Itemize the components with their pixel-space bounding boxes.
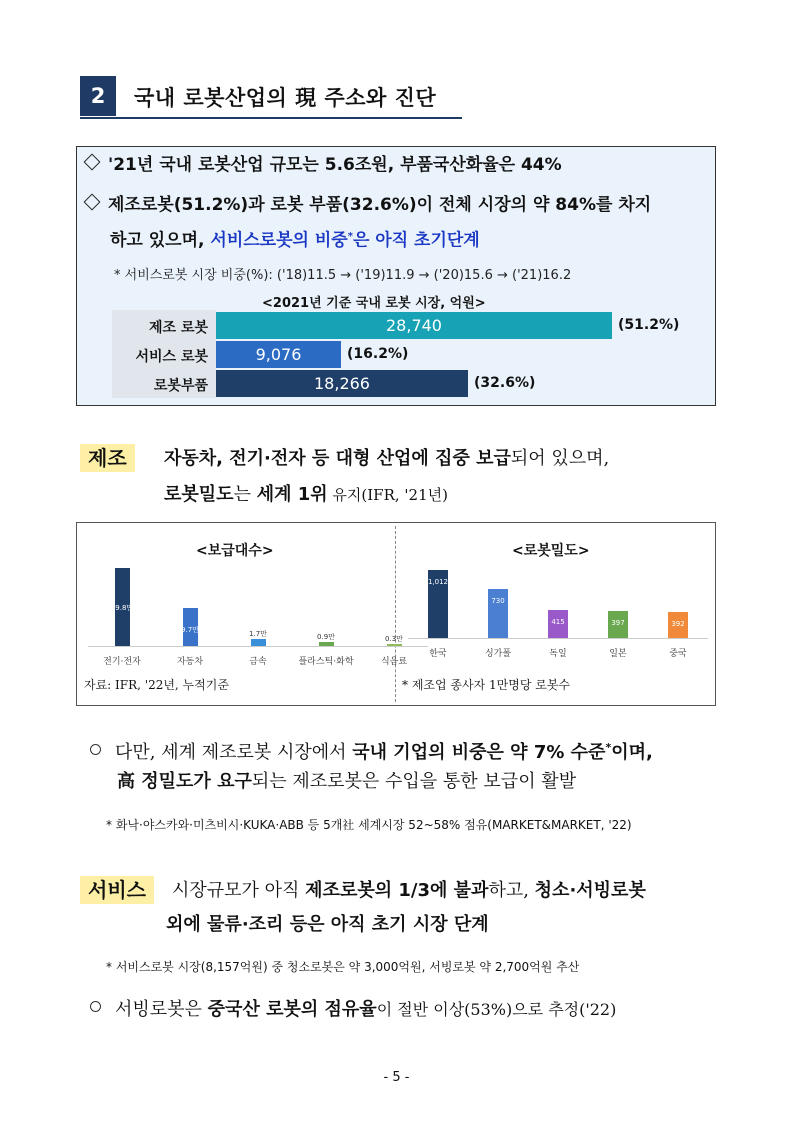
point-1-line-2 [117, 764, 576, 800]
page-number: - 5 - [383, 1070, 410, 1085]
bullet-2-line-1: 제조로봇(51.2%)과 로봇 부품(32.6%)이 전체 시장의 약 84%를 차지 [108, 195, 652, 215]
bullet-2-plain-text: 하고 있으며, [110, 230, 211, 251]
supply-chart-axis [88, 646, 428, 647]
supply-chart-value-label: 0.9만 [317, 633, 335, 641]
supply-chart-bar [387, 644, 402, 646]
source-right: * 제조업 종사자 1만명당 로봇수 [402, 678, 570, 692]
supply-chart-value-label: 9.7만 [181, 626, 199, 635]
market-bar-label: 로봇부품 [153, 378, 208, 394]
supply-chart-category-label: 플라스틱·화학 [298, 657, 354, 667]
market-bar-percent: (16.2%) [347, 346, 409, 362]
service-plain-2: 하고, [488, 880, 535, 901]
supply-chart-category-label: 전기·전자 [103, 657, 141, 667]
supply-chart-bar [319, 642, 334, 646]
market-bar-percent: (51.2%) [618, 317, 680, 333]
supply-chart-category-label: 식음료 [380, 657, 408, 667]
service-footnote: * 서비스로봇 시장(8,157억원) 중 청소로봇은 약 3,000억원, 서빙로봇 약 2,700억원 추산 [106, 960, 580, 974]
charts-divider [395, 526, 396, 702]
section-underline [80, 117, 462, 119]
summary-bullet-1 [86, 150, 562, 180]
bullet-2-highlight-2: 은 아직 초기단계 [352, 230, 480, 251]
market-bar: 28,740 [216, 312, 612, 339]
summary-bullet-2-line-2 [110, 222, 480, 256]
density-chart-value-label: 1,012 [427, 578, 449, 586]
density-chart-category-label: 한국 [429, 649, 447, 659]
point-1-rest: 되는 제조로봇은 수입을 통한 보급이 활발 [251, 771, 577, 792]
service-plain: 시장규모가 아직 [172, 880, 306, 901]
maintain-source-text: 유지(IFR, '21년) [327, 486, 448, 504]
manufacturing-line-1-bold: 자동차, 전기·전자 등 대형 산업에 집중 보급 [164, 448, 511, 469]
market-bar-label: 제조 로봇 [149, 320, 208, 336]
tag-manufacturing: 제조 [80, 444, 135, 472]
supply-chart-value-label: 19.8만 [110, 604, 134, 613]
tag-service: 서비스 [80, 876, 154, 904]
point-1-bold: 국내 기업의 비중은 약 7% 수준 [352, 742, 606, 763]
diamond-bullet-icon [84, 154, 101, 171]
bullet-1-text: '21년 국내 로봇산업 규모는 5.6조원, 부품국산화율은 44% [108, 155, 562, 175]
source-left: 자료: IFR, '22년, 누적기준 [84, 678, 229, 692]
density-chart-category-label: 중국 [669, 649, 687, 659]
section-number: 2 [80, 76, 116, 116]
market-bar-percent: (32.6%) [474, 375, 536, 391]
particle-text: 는 [233, 484, 257, 505]
point-1-footnote: * 화낙·야스카와·미츠비시·KUKA·ABB 등 5개社 세계시장 52~58% 점유(MARKET&MARKET, '22) [106, 818, 632, 832]
service-share-note: * 서비스로봇 시장 비중(%): ('18)11.5 → ('19)11.9 → ('20)15.6 → ('21)16.2 [114, 268, 572, 283]
density-chart-value-label: 392 [671, 620, 685, 628]
point-2 [90, 992, 616, 1028]
density-chart-category-label: 싱가폴 [484, 649, 512, 659]
summary-bullet-2 [86, 190, 651, 220]
bullet-2-highlight: 서비스로봇의 비중 [210, 230, 348, 251]
density-chart-category-label: 일본 [609, 649, 627, 659]
market-bar: 18,266 [216, 370, 468, 397]
market-bar: 9,076 [216, 341, 341, 368]
supply-chart-category-label: 자동차 [176, 657, 204, 667]
supply-chart-bar [251, 639, 266, 646]
manufacturing-line-2 [164, 477, 448, 513]
supply-chart-value-label: 1.7만 [249, 630, 267, 638]
service-line-2: 외에 물류·조리 등은 아직 초기 시장 단계 [166, 914, 489, 935]
world-first-text: 세계 1위 [256, 484, 328, 505]
point-1-plain: 다만, 세계 제조로봇 시장에서 [115, 742, 353, 763]
circle-bullet-icon [90, 744, 101, 755]
density-chart-axis [408, 638, 708, 639]
density-chart-title: <로봇밀도> [512, 543, 590, 559]
service-bold-2: 청소·서빙로봇 [534, 880, 646, 901]
point-1-bold-end: 이며, [611, 742, 653, 763]
section-title: 국내 로봇산업의 現 주소와 진단 [134, 86, 437, 110]
market-chart-title: <2021년 기준 국내 로봇 시장, 억원> [262, 296, 486, 311]
diamond-bullet-icon [84, 194, 101, 211]
point-2-rest: 이 절반 이상(53%)으로 추정('22) [376, 1000, 617, 1019]
service-bold: 제조로봇의 1/3에 불과 [305, 880, 489, 901]
market-bar-label: 서비스 로봇 [135, 349, 208, 365]
robot-density-text: 로봇밀도 [164, 484, 234, 505]
manufacturing-line-1 [164, 441, 609, 477]
manufacturing-line-1-rest: 되어 있으며, [510, 448, 610, 469]
supply-chart-category-label: 금속 [249, 657, 267, 667]
point-1-precision: 高 정밀도가 요구 [117, 771, 252, 792]
point-1-asterisk: * [605, 741, 612, 754]
density-chart-value-label: 415 [551, 618, 565, 626]
service-line-1 [172, 873, 646, 909]
supply-chart-title: <보급대수> [196, 543, 274, 559]
circle-bullet-icon [90, 1001, 101, 1012]
density-chart-value-label: 730 [491, 597, 505, 605]
bullet-2-asterisk: * [347, 231, 353, 242]
density-chart-category-label: 독일 [549, 649, 567, 659]
point-2-bold: 중국산 로봇의 점유율 [207, 999, 377, 1020]
density-chart-value-label: 397 [611, 619, 625, 627]
point-2-plain: 서빙로봇은 [115, 999, 208, 1020]
supply-chart-value-label: 0.3만 [385, 635, 403, 643]
